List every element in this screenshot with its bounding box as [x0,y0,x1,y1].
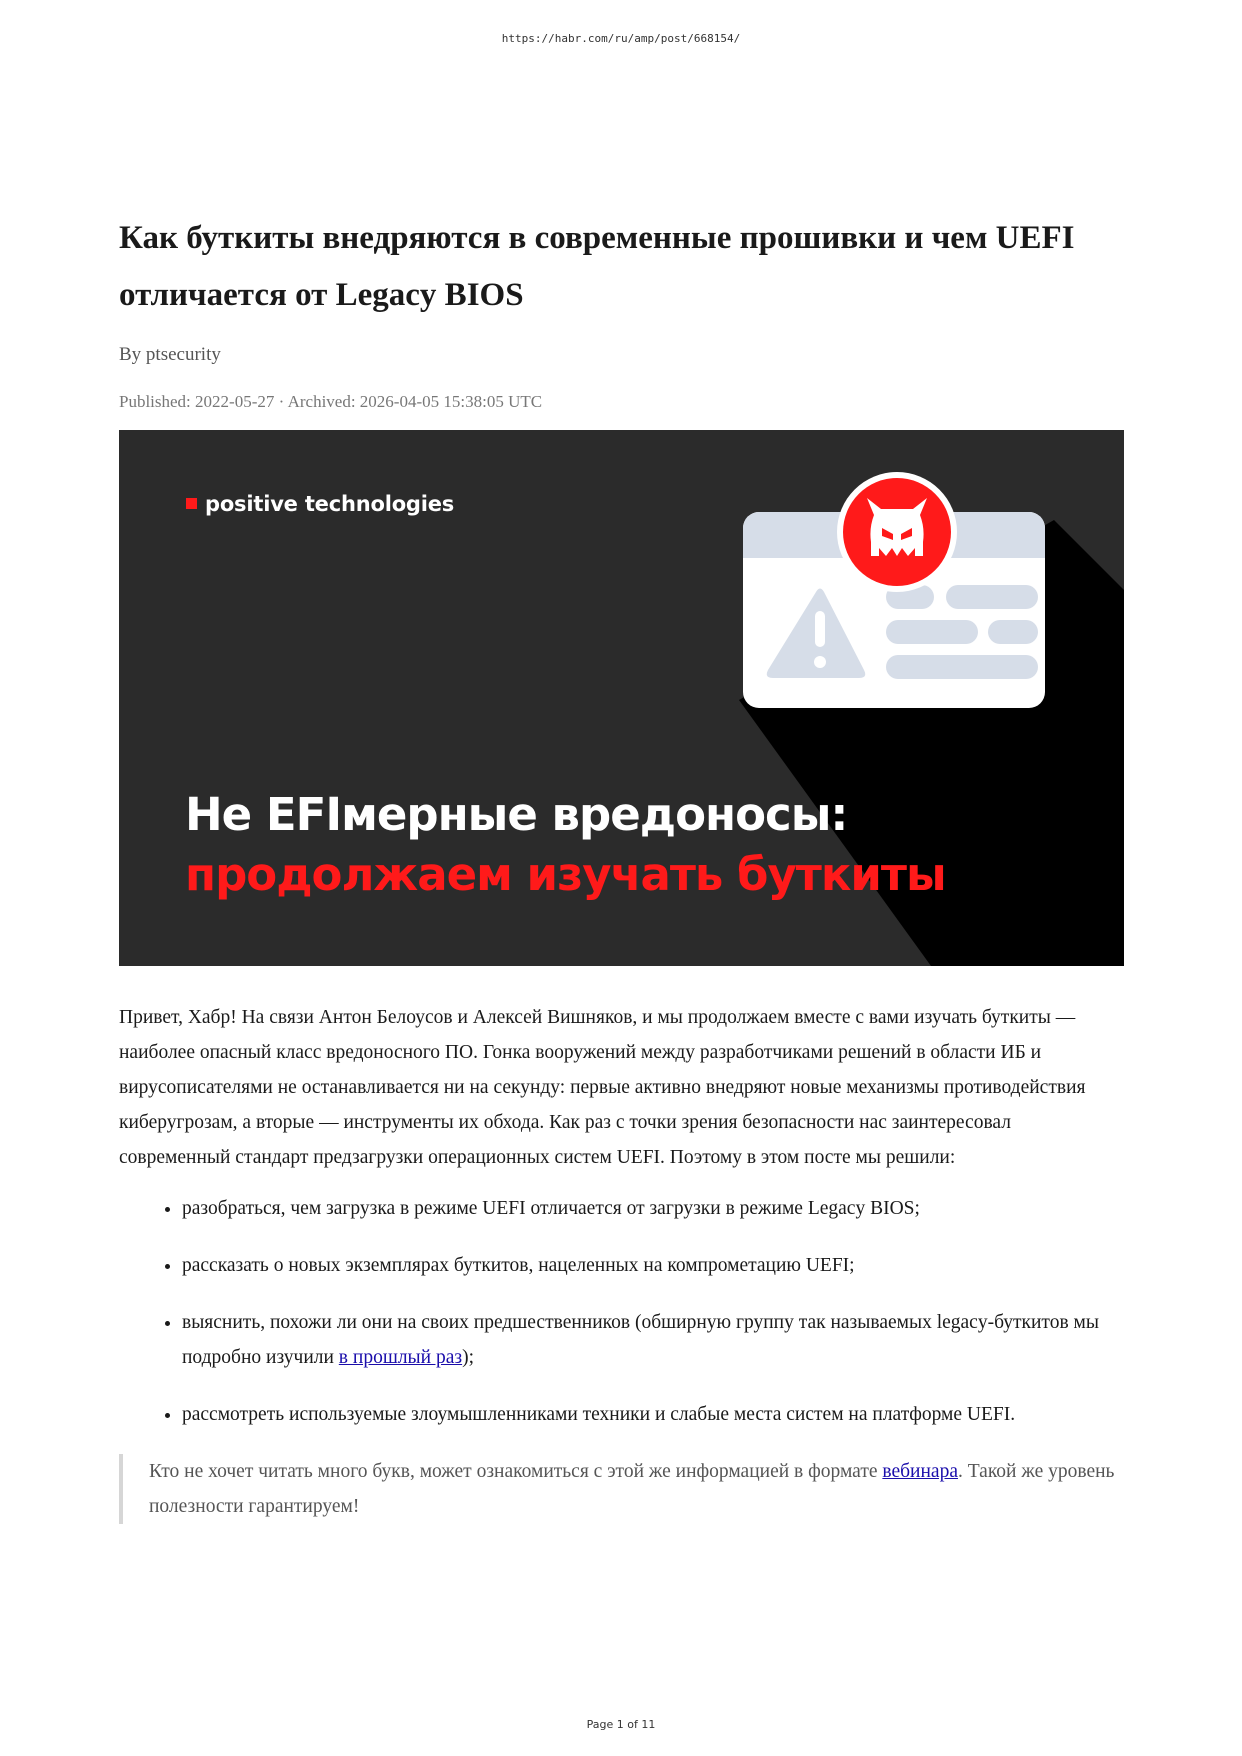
goals-list [119,1191,1124,1432]
intro-paragraph: Привет, Хабр! На связи Антон Белоусов и Алексей Вишняков, и мы продолжаем вместе с вами изучать буткиты — наиболее опасный класс вредоносного ПО. Гонка вооружений между разработчиками решений в области ИБ и вирусописателями не останавливается ни на секунду: первые активно внедряют новые механизмы противодействия киберугрозам, а вторые — инструменты их обхода. Как раз с точки зрения безопасности нас заинтересовал современный стандарт предзагрузки операционных систем UEFI. Поэтому в этом посте мы решили: [119,1007,1086,1168]
brand-logo: positive technologies [186,492,454,516]
hero-headline-red: продолжаем изучать буткиты [185,848,946,901]
article [119,210,1124,1524]
webinar-link[interactable]: вебинара [882,1461,958,1482]
list-item: • разобраться, чем загрузка в режиме UEFI отличается от загрузки в режиме Legacy BIOS; [182,1191,1124,1226]
page-url: https://habr.com/ru/amp/post/668154/ [501,32,741,45]
list-item: • рассказать о новых экземплярах буткитов, нацеленных на компрометацию UEFI; [182,1248,1124,1283]
hero-image [119,430,1124,966]
list-item: • рассмотреть используемые злоумышленниками техники и слабые места систем на платформе UEFI. [182,1397,1124,1432]
monster-badge-icon [837,472,957,592]
article-title: Как буткиты внедряются в современные прошивки и чем UEFI отличается от Legacy BIOS [119,220,1075,313]
brand-square-icon [186,498,197,509]
hero-headline-white: Не EFIмерные вредоносы: [185,788,848,841]
text-placeholder-bars [886,585,1038,679]
list-item: • выяснить, похожи ли они на своих предшественников (обширную группу так называемых legacy-буткитов мы подробно изучили в прошлый раз); [182,1305,1124,1375]
article-meta: Published: 2022-05-27 · Archived: 2026-04-05 15:38:05 UTC [119,392,543,411]
page-number: Page 1 of 11 [586,1718,656,1731]
article-author: By ptsecurity [119,344,221,365]
previous-post-link[interactable]: в прошлый раз [338,1347,463,1368]
webinar-note: Кто не хочет читать много букв, может ознакомиться с этой же информацией в формате вебинара. Такой же уровень полезности гарантируем! [119,1454,1124,1524]
